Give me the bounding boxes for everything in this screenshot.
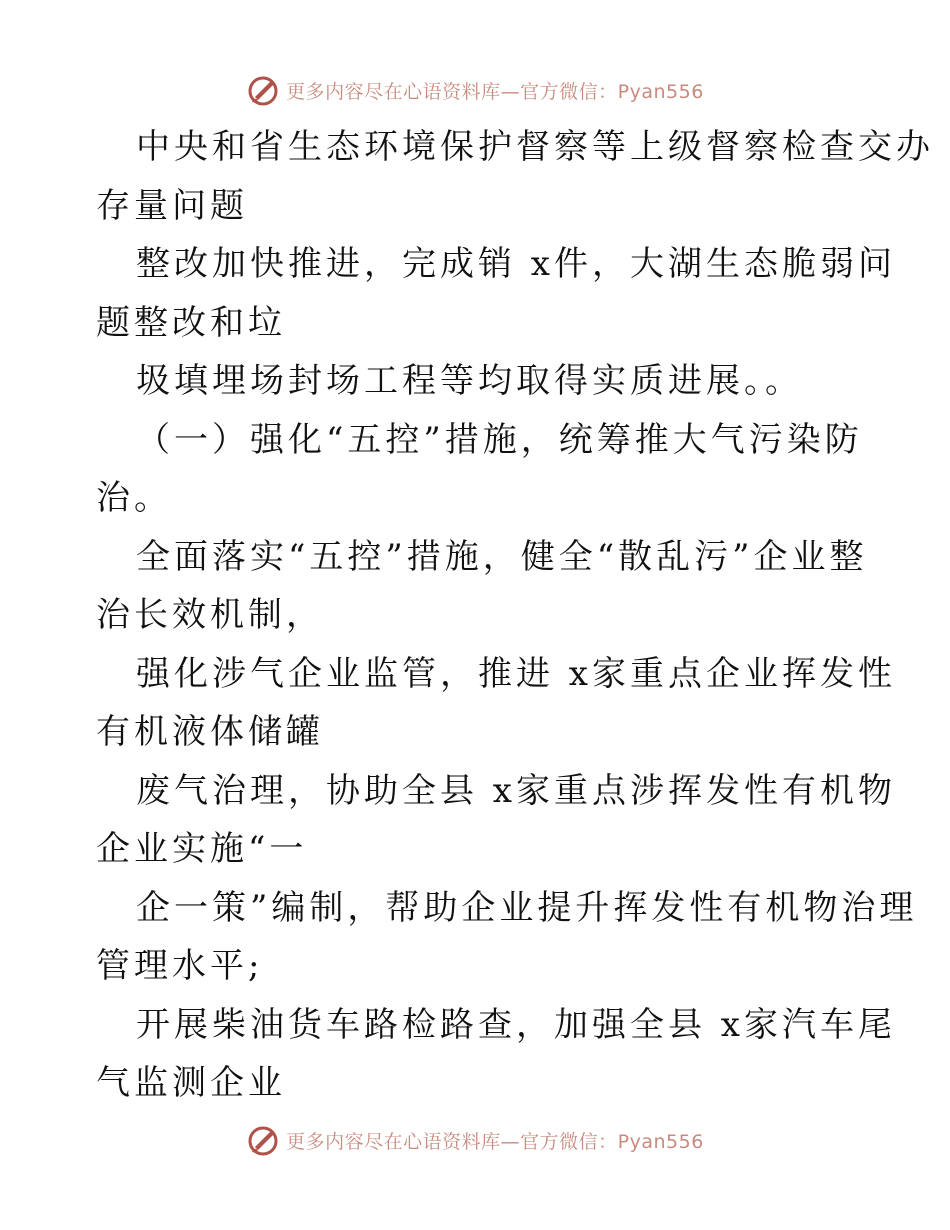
text-line: 题整改和垃 (96, 302, 286, 343)
text-line: 气监测企业 (96, 1063, 286, 1103)
text-line: 存量问题 (96, 185, 248, 226)
text-line: 治。 (96, 478, 172, 518)
text-line: 中央和省生态环境保护督察等上级督察检查交办 (136, 127, 934, 167)
text-line: 废气治理，协助全县 x家重点涉挥发性有机物 (136, 770, 896, 811)
brush-logo-icon (246, 1123, 280, 1157)
text-line: 企一策”编制，帮助企业提升挥发性有机物治理 (136, 887, 918, 928)
text-line: 管理水平; (96, 946, 264, 986)
text-line: 企业实施“一 (96, 829, 308, 869)
brush-logo-icon (246, 73, 280, 107)
text-line: 有机液体储罐 (96, 712, 324, 752)
text-line: 强化涉气企业监管，推进 x家重点企业挥发性 (136, 653, 896, 694)
document-body (96, 118, 934, 1113)
watermark-footer (0, 1120, 950, 1160)
watermark-header (0, 70, 950, 110)
text-line: 治长效机制， (96, 595, 324, 635)
watermark-text: 更多内容尽在心语资料库—官方微信：Pyan556 (286, 1130, 704, 1153)
text-line: 圾填埋场封场工程等均取得实质进展。。 (136, 361, 803, 401)
section-heading: （一）强化“五控”措施，统筹推大气污染防 (136, 419, 863, 460)
text-line: 整改加快推进，完成销 x件，大湖生态脆弱问 (136, 244, 896, 284)
watermark-text: 更多内容尽在心语资料库—官方微信：Pyan556 (286, 80, 704, 103)
text-line: 开展柴油货车路检路查，加强全县 x家汽车尾 (136, 1004, 896, 1045)
text-line: 全面落实“五控”措施，健全“散乱污”企业整 (136, 536, 868, 577)
